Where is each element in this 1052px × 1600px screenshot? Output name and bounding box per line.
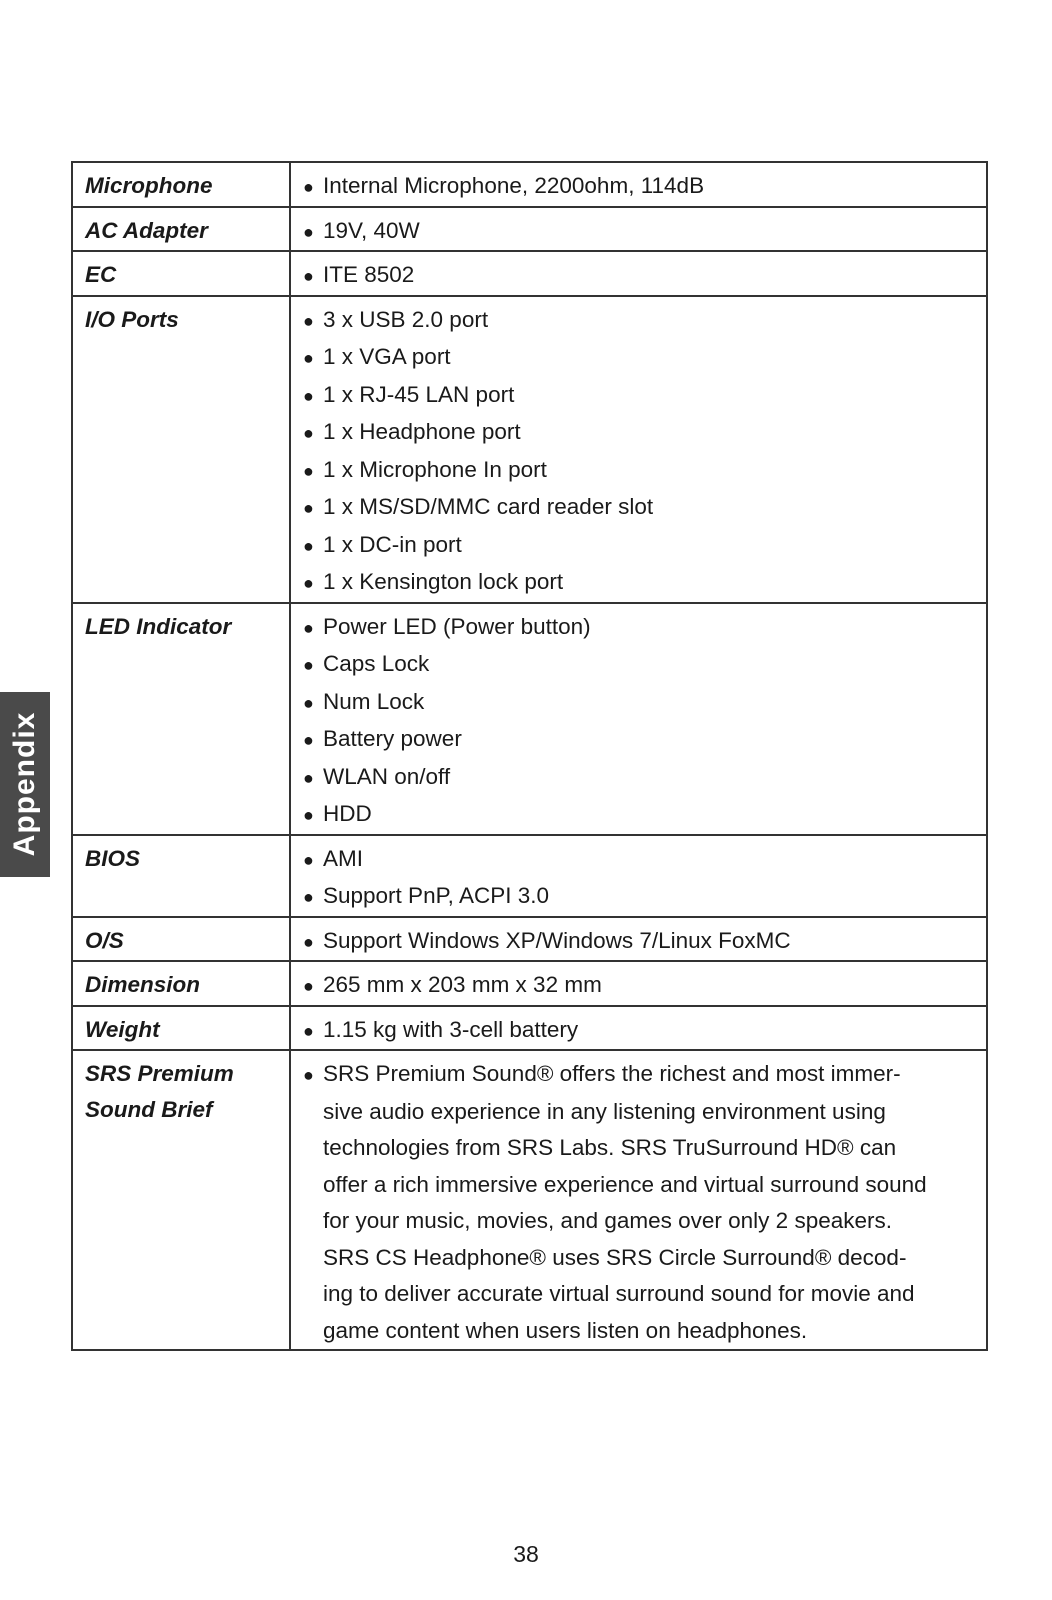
spec-value-text: 1 x MS/SD/MMC card reader slot [323,494,654,519]
spec-value-cell [290,961,987,1006]
spec-value-cell [290,603,987,835]
srs-brief-text: SRS Premium Sound® offers the richest and most immer- [323,1061,901,1086]
spec-value-item [303,257,974,295]
bullet-icon: ● [303,573,314,593]
bullet-icon: ● [303,348,314,368]
spec-label: Microphone [85,173,213,198]
spec-value-cell [290,917,987,962]
spec-row-o-s [72,917,987,962]
bullet-icon: ● [303,887,314,907]
spec-label-cell [72,162,290,207]
spec-row-ac-adapter [72,207,987,252]
spec-row-microphone [72,162,987,207]
spec-row-weight [72,1006,987,1051]
srs-brief-text: technologies from SRS Labs. SRS TruSurround HD® can [323,1135,897,1160]
srs-brief-line [303,1167,974,1204]
bullet-icon: ● [303,849,314,870]
spec-row-bios [72,835,987,917]
bullet-icon: ● [303,617,314,638]
spec-value-item [303,646,974,684]
spec-label-cell [72,1006,290,1051]
spec-row-i-o-ports [72,296,987,603]
spec-value-text: 1 x VGA port [323,344,451,369]
srs-brief-line [303,1094,974,1131]
spec-value-item [303,923,974,961]
spec-value-text: 1 x DC-in port [323,531,462,557]
spec-value-item [303,684,974,722]
spec-value-text: Internal Microphone, 2200ohm, 114dB [323,173,705,198]
spec-value-cell [290,207,987,252]
spec-label-cell [72,835,290,917]
spec-value-text: 1.15 kg with 3-cell battery [323,1016,579,1042]
bullet-icon: ● [303,221,314,242]
bullet-icon: ● [303,976,314,996]
srs-brief-text: ing to deliver accurate virtual surround sound for movie and [323,1281,915,1306]
bullet-icon: ● [303,460,314,481]
spec-value-cell [290,296,987,603]
spec-value-item [303,489,974,527]
bullet-icon: ● [303,730,314,750]
spec-value-cell [290,1006,987,1051]
specifications-table [71,161,988,1351]
spec-value-item [303,339,974,377]
spec-label-cell [72,603,290,835]
appendix-side-tab [0,692,50,877]
srs-brief-line [303,1130,974,1167]
spec-label-cell [72,251,290,296]
spec-value-item [303,302,974,340]
spec-label: AC Adapter [85,217,208,243]
spec-value-item [303,377,974,415]
spec-value-text: Num Lock [323,688,425,714]
spec-value-text: WLAN on/off [323,763,451,789]
bullet-icon: ● [303,655,314,675]
bullet-icon: ● [303,767,314,788]
spec-label-cell [72,917,290,962]
spec-value-item [303,796,974,834]
srs-brief-text: offer a rich immersive experience and virtual surround sound [323,1171,927,1197]
spec-value-text: Caps Lock [323,651,430,676]
srs-brief-text: game content when users listen on headphones. [323,1317,808,1343]
bullet-icon: ● [303,385,314,406]
spec-label-cell [72,296,290,603]
spec-label: Weight [85,1016,160,1042]
spec-label-cell [72,961,290,1006]
spec-value-text: Battery power [323,726,462,751]
srs-brief-line [303,1203,974,1240]
bullet-icon: ● [303,423,314,443]
spec-label: I/O Ports [85,306,179,332]
spec-value-text: AMI [323,845,364,871]
spec-row-dimension [72,961,987,1006]
spec-value-text: 3 x USB 2.0 port [323,306,489,332]
spec-value-cell [290,835,987,917]
bullet-icon: ● [303,535,314,556]
spec-value-item [303,564,974,602]
spec-value-item [303,841,974,879]
spec-value-text: 1 x Kensington lock port [323,569,564,594]
spec-value-text: Power LED (Power button) [323,613,591,639]
srs-brief-line [303,1276,974,1313]
bullet-icon: ● [303,177,314,197]
bullet-icon: ● [303,931,314,952]
spec-label: EC [85,262,117,287]
spec-value-item [303,213,974,251]
spec-row-led-indicator [72,603,987,835]
bullet-icon: ● [303,266,314,286]
spec-value-item [303,414,974,452]
srs-brief-line [303,1313,974,1350]
spec-value-item [303,609,974,647]
spec-label: O/S [85,927,124,953]
spec-row-ec [72,251,987,296]
spec-value-item [303,1012,974,1050]
spec-row-srs-premium-sound-brief [72,1050,987,1350]
spec-value-item [303,452,974,490]
bullet-icon: ● [303,805,314,825]
srs-brief-text: SRS CS Headphone® uses SRS Circle Surround® decod- [323,1244,907,1270]
spec-value-text: Support PnP, ACPI 3.0 [323,883,549,908]
spec-value-text: 19V, 40W [323,217,420,243]
srs-brief-text: sive audio experience in any listening environment using [323,1098,886,1124]
page-number: 38 [513,1541,539,1567]
spec-label: Sound Brief [85,1097,213,1122]
spec-value-text: HDD [323,801,372,826]
spec-value-text: 1 x Microphone In port [323,456,547,482]
spec-value-item [303,721,974,759]
spec-value-item [303,759,974,797]
bullet-icon: ● [303,1065,314,1085]
spec-value-text: 1 x RJ-45 LAN port [323,381,515,407]
spec-value-cell [290,251,987,296]
spec-label: SRS Premium [85,1061,234,1086]
spec-value-item [303,527,974,565]
spec-value-item [303,168,974,206]
spec-value-text: 265 mm x 203 mm x 32 mm [323,972,602,997]
spec-value-text: ITE 8502 [323,262,415,287]
spec-label: LED Indicator [85,613,232,639]
spec-value-text: 1 x Headphone port [323,419,521,444]
srs-brief-line [303,1056,974,1094]
bullet-icon: ● [303,692,314,713]
srs-brief-paragraph [290,1050,987,1350]
spec-value-item [303,878,974,916]
spec-label-cell [72,207,290,252]
bullet-icon: ● [303,498,314,518]
spec-label-cell [72,1050,290,1350]
spec-value-cell [290,162,987,207]
specifications-table-body [72,162,987,1350]
bullet-icon: ● [303,1020,314,1041]
spec-label: Dimension [85,972,201,997]
appendix-tab-label: Appendix [8,711,41,857]
srs-brief-line [303,1240,974,1277]
bullet-icon: ● [303,310,314,331]
spec-value-text: Support Windows XP/Windows 7/Linux FoxMC [323,927,791,953]
spec-label: BIOS [85,845,141,871]
spec-value-item [303,967,974,1005]
srs-brief-text: for your music, movies, and games over only 2 speakers. [323,1208,892,1233]
